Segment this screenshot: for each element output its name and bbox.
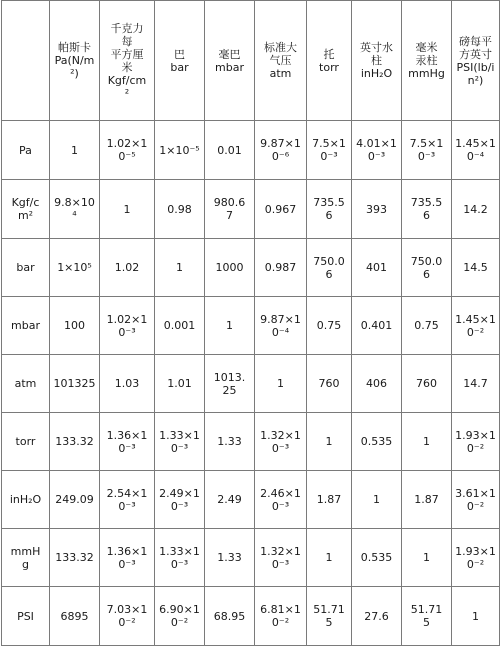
table-cell: 750.0 6 bbox=[402, 239, 452, 297]
header-cell-psi: 磅每平 方英寸 PSI(lb/i n²) bbox=[452, 1, 500, 121]
table-row bbox=[2, 413, 500, 471]
table-cell: 14.2 bbox=[452, 180, 500, 239]
row-header-torr: torr bbox=[2, 413, 50, 471]
table-cell: 735.5 6 bbox=[402, 180, 452, 239]
table-cell: 9.87×1 0⁻⁶ bbox=[255, 121, 307, 180]
header-cell-kgf: 千克力 每 平方厘 米 Kgf/cm ² bbox=[100, 1, 155, 121]
table-cell: 4.01×1 0⁻³ bbox=[352, 121, 402, 180]
header-cell-mbar: 毫巴 mbar bbox=[205, 1, 255, 121]
table-cell: 9.87×1 0⁻⁴ bbox=[255, 297, 307, 355]
table-cell: 1 bbox=[402, 529, 452, 587]
table-cell: 750.0 6 bbox=[307, 239, 352, 297]
table-cell: 980.6 7 bbox=[205, 180, 255, 239]
table-row bbox=[2, 471, 500, 529]
table-cell: 1.33 bbox=[205, 413, 255, 471]
table-cell: 14.5 bbox=[452, 239, 500, 297]
table-cell: 1×10⁵ bbox=[50, 239, 100, 297]
table-cell: 1×10⁻⁵ bbox=[155, 121, 205, 180]
table-cell: 6895 bbox=[50, 587, 100, 646]
table-row bbox=[2, 587, 500, 646]
row-header-psi: PSI bbox=[2, 587, 50, 646]
table-cell: 2.49 bbox=[205, 471, 255, 529]
table-cell: 9.8×10 ⁴ bbox=[50, 180, 100, 239]
header-row bbox=[2, 1, 500, 121]
table-row bbox=[2, 529, 500, 587]
row-header-pa: Pa bbox=[2, 121, 50, 180]
table-cell: 1 bbox=[100, 180, 155, 239]
header-cell-mmhg: 毫米 汞柱 mmHg bbox=[402, 1, 452, 121]
header-cell-torr: 托 torr bbox=[307, 1, 352, 121]
table-cell: 6.81×1 0⁻² bbox=[255, 587, 307, 646]
table-cell: 0.001 bbox=[155, 297, 205, 355]
table-cell: 1 bbox=[50, 121, 100, 180]
header-cell-inh2o: 英寸水 柱 inH₂O bbox=[352, 1, 402, 121]
table-cell: 1 bbox=[307, 529, 352, 587]
table-cell: 1.93×1 0⁻² bbox=[452, 529, 500, 587]
table-row bbox=[2, 239, 500, 297]
table-cell: 1.02×1 0⁻⁵ bbox=[100, 121, 155, 180]
row-header-inh2o: inH₂O bbox=[2, 471, 50, 529]
table-cell: 1 bbox=[205, 297, 255, 355]
table-cell: 0.535 bbox=[352, 529, 402, 587]
table-cell: 133.32 bbox=[50, 413, 100, 471]
table-cell: 1.87 bbox=[307, 471, 352, 529]
table-cell: 1.02×1 0⁻³ bbox=[100, 297, 155, 355]
table-cell: 1.33×1 0⁻³ bbox=[155, 413, 205, 471]
row-header-mmhg: mmH g bbox=[2, 529, 50, 587]
table-cell: 7.03×1 0⁻² bbox=[100, 587, 155, 646]
table-cell: 7.5×1 0⁻³ bbox=[307, 121, 352, 180]
table-cell: 760 bbox=[402, 355, 452, 413]
table-cell: 1.36×1 0⁻³ bbox=[100, 413, 155, 471]
table-cell: 0.401 bbox=[352, 297, 402, 355]
table-cell: 0.98 bbox=[155, 180, 205, 239]
table-cell: 0.535 bbox=[352, 413, 402, 471]
header-cell-pa: 帕斯卡 Pa(N/m ²) bbox=[50, 1, 100, 121]
table-cell: 0.987 bbox=[255, 239, 307, 297]
table-cell: 1.33×1 0⁻³ bbox=[155, 529, 205, 587]
table-cell: 27.6 bbox=[352, 587, 402, 646]
table-cell: 51.71 5 bbox=[402, 587, 452, 646]
table-cell: 1 bbox=[255, 355, 307, 413]
table-row bbox=[2, 180, 500, 239]
pressure-conversion-table bbox=[1, 0, 500, 646]
table-cell: 1013. 25 bbox=[205, 355, 255, 413]
table-row bbox=[2, 355, 500, 413]
table-cell: 1.93×1 0⁻² bbox=[452, 413, 500, 471]
table-cell: 51.71 5 bbox=[307, 587, 352, 646]
table-cell: 3.61×1 0⁻² bbox=[452, 471, 500, 529]
table-cell: 0.75 bbox=[402, 297, 452, 355]
table-cell: 133.32 bbox=[50, 529, 100, 587]
table-cell: 1.33 bbox=[205, 529, 255, 587]
table-cell: 0.967 bbox=[255, 180, 307, 239]
table-cell: 406 bbox=[352, 355, 402, 413]
table-cell: 1.45×1 0⁻² bbox=[452, 297, 500, 355]
table-cell: 1 bbox=[307, 413, 352, 471]
table-cell: 1.32×1 0⁻³ bbox=[255, 529, 307, 587]
table-cell: 760 bbox=[307, 355, 352, 413]
table-cell: 2.49×1 0⁻³ bbox=[155, 471, 205, 529]
table-cell: 735.5 6 bbox=[307, 180, 352, 239]
table-cell: 1.02 bbox=[100, 239, 155, 297]
header-cell-atm: 标准大 气压 atm bbox=[255, 1, 307, 121]
table-cell: 1.45×1 0⁻⁴ bbox=[452, 121, 500, 180]
table-cell: 401 bbox=[352, 239, 402, 297]
table-cell: 393 bbox=[352, 180, 402, 239]
table-cell: 100 bbox=[50, 297, 100, 355]
table-cell: 1.87 bbox=[402, 471, 452, 529]
row-header-kgf: Kgf/c m² bbox=[2, 180, 50, 239]
table-cell: 0.75 bbox=[307, 297, 352, 355]
table-cell: 101325 bbox=[50, 355, 100, 413]
row-header-bar: bar bbox=[2, 239, 50, 297]
table-cell: 249.09 bbox=[50, 471, 100, 529]
table-row bbox=[2, 297, 500, 355]
row-header-mbar: mbar bbox=[2, 297, 50, 355]
table-cell: 1 bbox=[155, 239, 205, 297]
table-cell: 1.01 bbox=[155, 355, 205, 413]
table-cell: 2.46×1 0⁻³ bbox=[255, 471, 307, 529]
table-cell: 1 bbox=[402, 413, 452, 471]
table-cell: 2.54×1 0⁻³ bbox=[100, 471, 155, 529]
table-cell: 1 bbox=[352, 471, 402, 529]
table-cell: 1.32×1 0⁻³ bbox=[255, 413, 307, 471]
table-row bbox=[2, 121, 500, 180]
table-cell: 7.5×1 0⁻³ bbox=[402, 121, 452, 180]
table-cell: 1 bbox=[452, 587, 500, 646]
table-cell: 6.90×1 0⁻² bbox=[155, 587, 205, 646]
table-cell: 68.95 bbox=[205, 587, 255, 646]
header-cell-bar: 巴 bar bbox=[155, 1, 205, 121]
header-cell-corner bbox=[2, 1, 50, 121]
table-cell: 1.03 bbox=[100, 355, 155, 413]
table-cell: 0.01 bbox=[205, 121, 255, 180]
table-cell: 14.7 bbox=[452, 355, 500, 413]
table-cell: 1.36×1 0⁻³ bbox=[100, 529, 155, 587]
row-header-atm: atm bbox=[2, 355, 50, 413]
table-cell: 1000 bbox=[205, 239, 255, 297]
